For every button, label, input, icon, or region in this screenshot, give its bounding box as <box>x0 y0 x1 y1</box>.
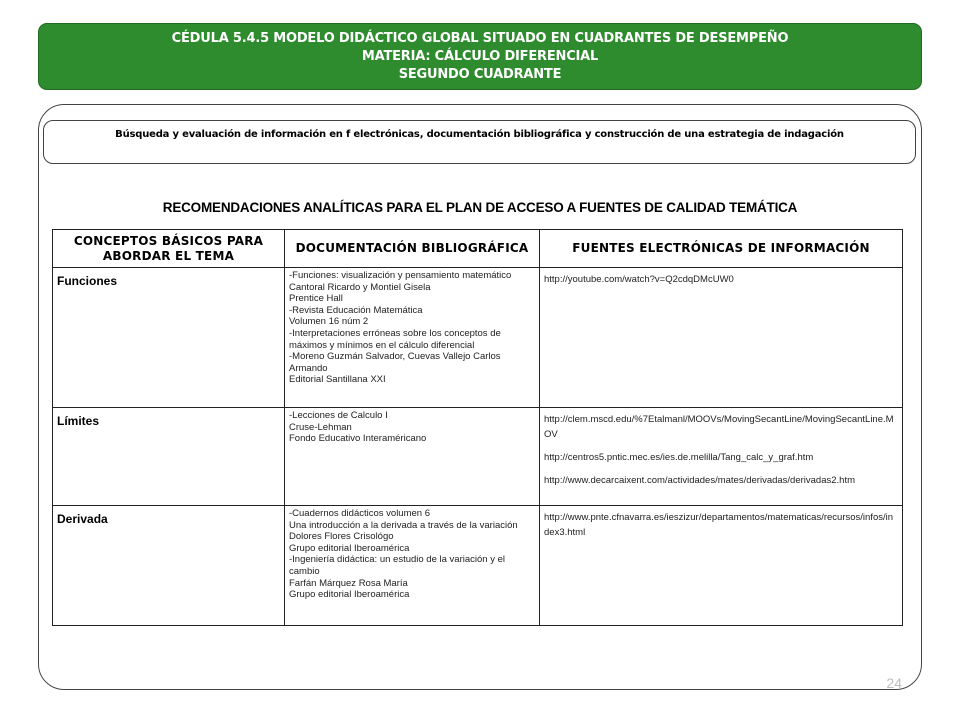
header-quadrant: SEGUNDO CUADRANTE <box>398 66 562 82</box>
sources-cell <box>540 506 903 626</box>
concept-cell <box>53 506 285 626</box>
table-header-row <box>53 230 903 268</box>
header-sources: FUENTES ELECTRÓNICAS DE INFORMACIÓN <box>540 230 903 268</box>
concept-cell <box>53 408 285 506</box>
documentation-cell <box>285 408 540 506</box>
concept-cell <box>53 268 285 408</box>
documentation-line: Grupo editorial Iberoamérica <box>289 542 410 554</box>
documentation-line: Volumen 16 núm 2 <box>289 316 369 328</box>
documentation-line: -Cuadernos didácticos volumen 6 <box>289 508 430 519</box>
documentation-line: Grupo editorial Iberoamérica <box>289 589 410 601</box>
documentation-line: Dolores Flores Crisológo <box>289 531 394 543</box>
concept-label: Derivada <box>57 512 108 526</box>
resources-table <box>52 229 903 626</box>
recommendations-title: RECOMENDACIONES ANALÍTICAS PARA EL PLAN DE ACCESO A FUENTES DE CALIDAD TEMÁTICA <box>162 200 798 215</box>
concept-label: Límites <box>57 414 100 428</box>
documentation-line: -Revista Educación Matemática <box>289 304 423 316</box>
header-title: CÉDULA 5.4.5 MODELO DIDÁCTICO GLOBAL SITUADO EN CUADRANTES DE DESEMPEÑO <box>171 30 789 46</box>
documentation-line: Una introducción a la derivada a través de la variación <box>289 519 518 531</box>
concept-label: Funciones <box>57 274 118 288</box>
page-number: 24 <box>886 675 902 691</box>
documentation-cell <box>285 506 540 626</box>
header-subject: MATERIA: CÁLCULO DIFERENCIAL <box>361 48 599 64</box>
table-row <box>53 268 903 408</box>
sources-cell <box>540 408 903 506</box>
documentation-line: Prentice Hall <box>289 293 343 305</box>
documentation-line: -Moreno Guzmán Salvador, Cuevas Vallejo Carlos Armando <box>289 351 501 374</box>
source-link[interactable]: http://www.decarcaixent.com/actividades/mates/derivadas/derivadas2.htm <box>544 475 856 486</box>
documentation-line: -Interpretaciones erróneas sobre los conceptos de máximos y mínimos en el cálculo diferencial <box>289 327 501 351</box>
documentation-line: -Funciones: visualización y pensamiento matemático <box>289 270 512 281</box>
documentation-line: Editorial Santillana XXI <box>289 374 386 386</box>
documentation-line: -Lecciones de Calculo I <box>289 410 388 421</box>
task-box <box>43 120 916 164</box>
task-description: Búsqueda y evaluación de información en f electrónicas, documentación bibliográfica y construcción de una estrategia de indagación <box>115 129 844 140</box>
table-row <box>53 408 903 506</box>
header-concepts: CONCEPTOS BÁSICOS PARA ABORDAR EL TEMA <box>53 230 285 268</box>
source-link[interactable]: http://centros5.pntic.mec.es/ies.de.melilla/Tang_calc_y_graf.htm <box>544 452 814 463</box>
header-documentation: DOCUMENTACIÓN BIBLIOGRÁFICA <box>285 230 540 268</box>
table-row <box>53 506 903 626</box>
source-link[interactable]: http://youtube.com/watch?v=Q2cdqDMcUW0 <box>544 274 734 285</box>
source-link[interactable]: http://clem.mscd.edu/%7Etalmanl/MOOVs/MovingSecantLine/MovingSecantLine.MOV <box>544 414 894 440</box>
sources-cell <box>540 268 903 408</box>
documentation-line: Cantoral Ricardo y Montiel Gisela <box>289 281 431 293</box>
documentation-line: Fondo Educativo Interaméricano <box>289 433 427 445</box>
documentation-line: -Ingeniería didáctica: un estudio de la variación y el cambio <box>289 554 505 577</box>
header-banner <box>38 23 922 90</box>
source-link[interactable]: http://www.pnte.cfnavarra.es/ieszizur/departamentos/matematicas/recursos/infos/index3.html <box>544 512 894 538</box>
documentation-cell <box>285 268 540 408</box>
documentation-line: Cruse-Lehman <box>289 421 352 433</box>
documentation-line: Farfán Márquez Rosa María <box>289 577 408 589</box>
